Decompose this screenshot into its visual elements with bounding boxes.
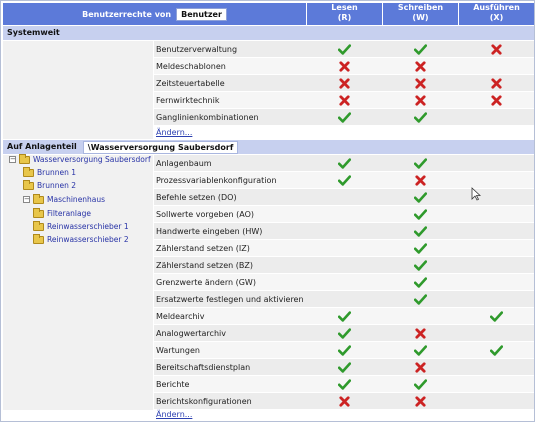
execute-denied-cross-icon [459, 41, 534, 57]
system-permission-row [154, 58, 534, 75]
tree-node-label: Maschinenhaus [47, 195, 106, 204]
read-empty-cell [307, 189, 382, 205]
tree-node[interactable] [23, 195, 105, 204]
execute-empty-cell [459, 172, 534, 188]
write-granted-check-icon [383, 240, 458, 256]
plant-tree-panel [3, 155, 153, 410]
read-granted-check-icon [307, 109, 382, 125]
plant-path-select[interactable]: \Wasserversorgung Saubersdorf [83, 141, 239, 154]
read-empty-cell [307, 257, 382, 273]
permission-label: Ersatzwerte festlegen und aktivieren [156, 295, 304, 304]
permission-label: Benutzerverwaltung [156, 45, 238, 54]
tree-node[interactable] [33, 235, 129, 244]
tree-node-label: Brunnen 1 [37, 168, 77, 177]
execute-empty-cell [459, 257, 534, 273]
read-granted-check-icon [307, 376, 382, 392]
write-granted-check-icon [383, 223, 458, 239]
read-granted-check-icon [307, 155, 382, 171]
mouse-cursor-icon [471, 187, 481, 201]
execute-granted-check-icon [459, 342, 534, 358]
plant-permission-row [154, 342, 534, 359]
tree-node[interactable] [33, 209, 91, 218]
write-granted-check-icon [383, 291, 458, 307]
write-denied-cross-icon [383, 359, 458, 375]
folder-icon [33, 236, 44, 244]
read-granted-check-icon [307, 308, 382, 324]
execute-empty-cell [459, 325, 534, 341]
folder-icon [23, 169, 34, 177]
tree-node-label: Filteranlage [47, 209, 91, 218]
read-empty-cell [307, 274, 382, 290]
plant-permission-row [154, 155, 534, 172]
tree-node-label: Brunnen 2 [37, 181, 77, 190]
permission-label: Grenzwerte ändern (GW) [156, 278, 256, 287]
execute-empty-cell [459, 240, 534, 256]
folder-icon [23, 182, 34, 190]
write-denied-cross-icon [383, 58, 458, 74]
permission-label: Sollwerte vorgeben (AO) [156, 210, 255, 219]
header-title-text: Benutzerrechte von [82, 9, 172, 19]
plant-permission-row [154, 274, 534, 291]
write-denied-cross-icon [383, 393, 458, 409]
tree-node-label: Wasserversorgung Saubersdorf [33, 155, 151, 164]
plant-permission-row [154, 359, 534, 376]
header-title [3, 3, 306, 25]
folder-icon [33, 223, 44, 231]
write-granted-check-icon [383, 189, 458, 205]
tree-node-label: Reinwasserschieber 1 [47, 222, 129, 231]
plant-permission-row [154, 240, 534, 257]
write-granted-check-icon [383, 41, 458, 57]
permission-label: Berichte [156, 380, 190, 389]
read-empty-cell [307, 240, 382, 256]
execute-empty-cell [459, 376, 534, 392]
read-empty-cell [307, 223, 382, 239]
column-header-execute-label: Ausführen [473, 3, 520, 12]
permission-label: Wartungen [156, 346, 200, 355]
permission-label: Analogwertarchiv [156, 329, 226, 338]
plant-permission-row [154, 206, 534, 223]
read-granted-check-icon [307, 325, 382, 341]
section-header-system: Systemweit [3, 26, 534, 40]
execute-denied-cross-icon [459, 75, 534, 91]
execute-empty-cell [459, 58, 534, 74]
column-header-read [307, 3, 382, 25]
read-granted-check-icon [307, 359, 382, 375]
execute-empty-cell [459, 274, 534, 290]
permission-label: Anlagenbaum [156, 159, 212, 168]
plant-permission-row [154, 308, 534, 325]
folder-icon [33, 210, 44, 218]
tree-node[interactable] [9, 155, 151, 164]
write-empty-cell [383, 308, 458, 324]
system-permission-row [154, 75, 534, 92]
system-left-spacer [3, 41, 153, 139]
folder-icon [33, 196, 44, 204]
tree-node[interactable] [23, 181, 76, 190]
write-denied-cross-icon [383, 172, 458, 188]
plant-permission-row [154, 223, 534, 240]
execute-empty-cell [459, 291, 534, 307]
system-edit-link[interactable]: Ändern... [156, 128, 193, 137]
write-granted-check-icon [383, 206, 458, 222]
execute-empty-cell [459, 206, 534, 222]
execute-empty-cell [459, 223, 534, 239]
tree-node[interactable] [33, 222, 129, 231]
section-header-plant [3, 140, 534, 154]
execute-empty-cell [459, 359, 534, 375]
column-header-execute [459, 3, 534, 25]
permission-label: Bereitschaftsdienstplan [156, 363, 251, 372]
write-granted-check-icon [383, 376, 458, 392]
read-empty-cell [307, 291, 382, 307]
permission-label: Zählerstand setzen (IZ) [156, 244, 250, 253]
read-denied-cross-icon [307, 58, 382, 74]
read-granted-check-icon [307, 41, 382, 57]
permission-label: Berichtskonfigurationen [156, 397, 252, 406]
write-granted-check-icon [383, 342, 458, 358]
column-header-execute-key: (X) [489, 13, 504, 22]
plant-permission-row [154, 393, 534, 410]
read-denied-cross-icon [307, 75, 382, 91]
system-permission-row [154, 41, 534, 58]
read-granted-check-icon [307, 172, 382, 188]
execute-empty-cell [459, 155, 534, 171]
section-header-plant-title: Auf Anlagenteil [7, 142, 77, 151]
execute-empty-cell [459, 109, 534, 125]
write-granted-check-icon [383, 274, 458, 290]
read-empty-cell [307, 206, 382, 222]
write-denied-cross-icon [383, 92, 458, 108]
plant-permission-row [154, 376, 534, 393]
column-header-write-key: (W) [412, 13, 429, 22]
permission-label: Meldeschablonen [156, 62, 226, 71]
write-denied-cross-icon [383, 325, 458, 341]
plant-permission-row [154, 291, 534, 308]
plant-permission-row [154, 257, 534, 274]
column-header-read-label: Lesen [331, 3, 358, 12]
write-granted-check-icon [383, 257, 458, 273]
system-permission-row [154, 92, 534, 109]
write-granted-check-icon [383, 109, 458, 125]
tree-node[interactable] [23, 168, 76, 177]
execute-empty-cell [459, 393, 534, 409]
permission-label: Meldearchiv [156, 312, 205, 321]
plant-edit-link[interactable]: Ändern... [156, 410, 193, 419]
column-header-write [383, 3, 458, 25]
permission-label: Prozessvariablenkonfiguration [156, 176, 277, 185]
execute-granted-check-icon [459, 308, 534, 324]
permission-label: Befehle setzen (DO) [156, 193, 237, 202]
column-header-write-label: Schreiben [397, 3, 444, 12]
permission-label: Zählerstand setzen (BZ) [156, 261, 253, 270]
read-granted-check-icon [307, 342, 382, 358]
permission-label: Handwerte eingeben (HW) [156, 227, 263, 236]
permission-label: Zeitsteuertabelle [156, 79, 225, 88]
plant-permission-row [154, 325, 534, 342]
permission-label: Fernwirktechnik [156, 96, 220, 105]
permission-label: Ganglinienkombinationen [156, 113, 259, 122]
system-permission-row [154, 109, 534, 126]
tree-node-label: Reinwasserschieber 2 [47, 235, 129, 244]
read-denied-cross-icon [307, 92, 382, 108]
user-select[interactable]: Benutzer [176, 8, 227, 21]
column-header-read-key: (R) [337, 13, 352, 22]
write-denied-cross-icon [383, 75, 458, 91]
execute-denied-cross-icon [459, 92, 534, 108]
read-denied-cross-icon [307, 393, 382, 409]
folder-icon [19, 156, 30, 164]
write-granted-check-icon [383, 155, 458, 171]
collapse-icon[interactable]: − [10, 155, 16, 163]
collapse-icon[interactable]: − [24, 195, 30, 203]
